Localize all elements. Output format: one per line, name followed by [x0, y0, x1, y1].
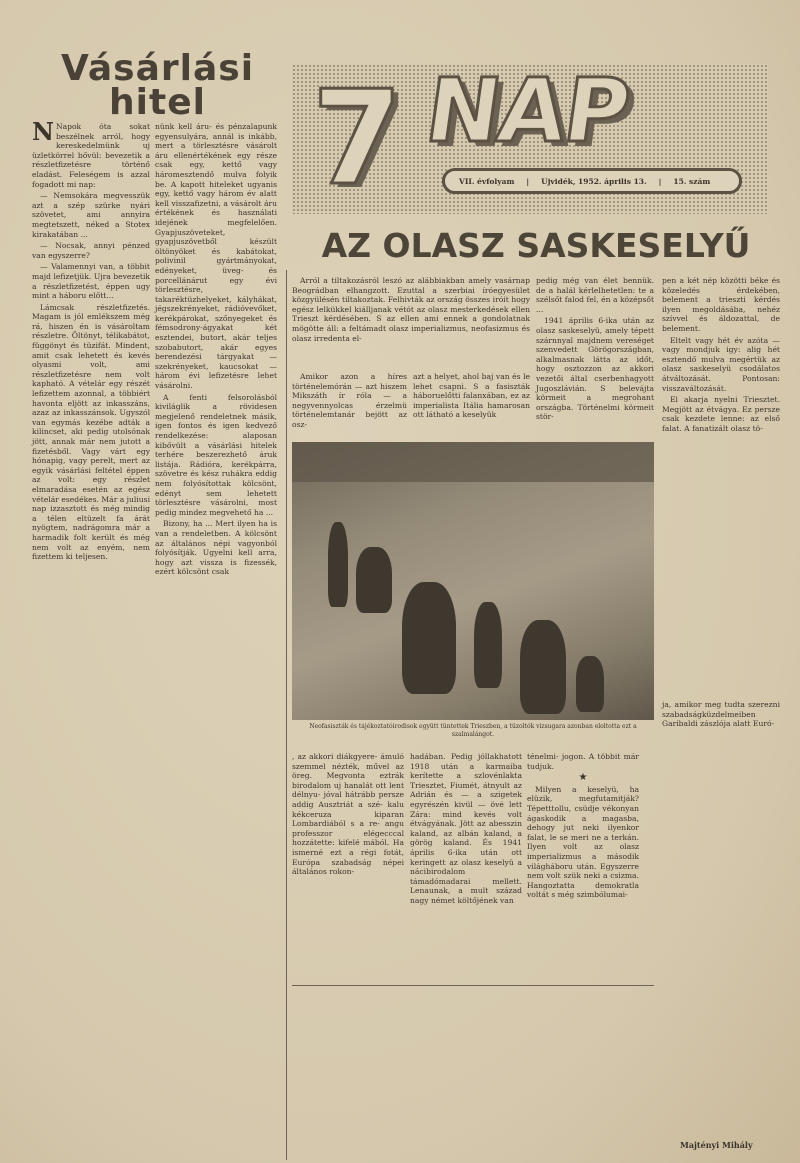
main-column-d-continued: [662, 700, 780, 731]
left-article-title: [40, 48, 275, 123]
paragraph: pen a két nép közötti béke és közeledés érdekében, belement a trieszti kérdés ilyen megoldásába, nehéz szívvel és áldozattal, de belement.: [662, 276, 780, 333]
paragraph: — Valamennyi van, a többit majd lefizetjük. Ujra bevezetik a részletfizetést, éppen ugy mint a háboru előtt...: [32, 262, 150, 301]
lower-column-1: [292, 752, 404, 879]
masthead: [292, 59, 768, 214]
main-column-c: [536, 276, 654, 424]
main-column-a: [292, 372, 407, 432]
main-headline: AZ OLASZ SASKESELYŰ: [321, 226, 751, 265]
volume: VII. évfolyam: [459, 176, 515, 186]
issue-number: 15. szám: [673, 176, 711, 186]
paragraph: ténelmi- jogon. A többit már tudjuk.: [527, 752, 639, 771]
paragraph-text: Napok óta sokat beszélnek arról, hogy kereskedelmünk uj üzletkörrel bővül: bevezetik a részletfizetésre történő eladást. Feleségem is azzal fogadott mi nap:: [32, 122, 150, 189]
photo-figure: [328, 522, 348, 607]
paragraph: , az akkori diákgyere- ámuló szemmel nézték, művel az öreg. Megvonta eztrák birodalom uj hanalát ott lent délnyu- jóval hátrább persze addig Ausztriát a szé- kalu kékceruza kiparan Lombardiából s a re- angu professzor elégecccal hozzátette: kifelé mából. Ha ismerné ezt a régi fotát, Európa szabadság népei általános rokon-: [292, 752, 404, 877]
title-line-1: Vásárlási: [60, 48, 255, 89]
paragraph: Milyen a keselyü, ha elüzik, megfutamitják? Tépetttollu, csüdje vékonyan ágaskodik a magasba, dehogy jut neki ilyenkor falat, le se meri ne a terkán. Ilyen volt az olasz imperializmus a második világháboru után. Egyszerre nem volt szük neki a csizma. Hangoztatta demokratla voltát s még szimbólumai-: [527, 784, 639, 900]
paragraph: El akarja nyelni Triesztet. Megjött az étvágya. Ez persze csak kezdete lenne: az első falat. A fanatizált olasz tö-: [662, 395, 780, 433]
paragraph: A fenti felsorolásból kiviláglik a rövidesen megjelenő rendeletnek másik, igen fontos és igen kedvező rendelkezése: alaposan kibővült a vásárlási hitelek terhére beszerezhető áruk listája. Rádióra, kerékpárra, szövetre és kész ruhákra eddig nem folyósítottak kölcsönt, edényt sem lehetett törlesztésre vásárolni, most pedig mindez megvehető ha ...: [155, 392, 277, 517]
column-rule: [286, 270, 287, 1160]
paragraph: [32, 117, 150, 189]
author-signature: Majtényi Mihály: [680, 1140, 753, 1150]
logo-number: 7: [312, 62, 403, 214]
intro-paragraph: [292, 276, 530, 345]
logo-word: NAP: [419, 59, 635, 162]
paragraph: — Nemsokára megvesszük azt a szép szürke nyári szövetet, ami annyira megtetszett, néked a Stotex kirakatában ...: [32, 191, 150, 239]
lower-column-3: [527, 752, 639, 902]
photo-figure: [576, 656, 604, 712]
drop-cap: N: [32, 117, 54, 146]
photo-figure: [474, 602, 502, 688]
paragraph: 1941 április 6-ika után az olasz saskeselyü, amely tépett szárnnyal majdnem vereséget szenvedett Görögországban, alkalmasnak látta az időt, hogy osztozzon az akkori vezetői által cserbenhagyott Jugoszlávián. S belevájta körmeit a megrohant országba. Történelmi körmeit stör-: [536, 316, 654, 422]
photo-caption: Neofasiszták és tájékoztatóirodisok együtt tüntettek Trieszben, a tüzoltók vizsugara azonban eloltotta ezt a szalmalángot.: [309, 723, 637, 738]
place-date: Ujvidék, 1952. április 13.: [541, 176, 647, 186]
paragraph: nünk kell áru- és pénzalapunk egyensulyára, annál is inkább, mert a törlesztésre vásárolt áru ellenértékének egy része csak egy, kettő vagy háromesztendő mulva folyik be. A kapott hiteleket ugyanis egy, kettő vagy három év alatt kell visszafizetni, a vásárolt áru értékének és használati idejének megfelelően. Gyapjuszöveteket, gyapjuszövetből készült öltönyöket és kabátokat, polivinil gyártmányokat, edényeket, üveg- és porcellánárut egy évi törlesztésre, takaréktüzhelyeket, kályhákat, jégszekrényeket, rádióvevőket, kerékpárokat, szőnyegeket és fémsodrony-ágyakat két esztendei, butort, akár teljes szobabutort, akár egyes berendezési tárgyakat — szekrényeket, kaucsokat — három évi lefizetésre lehet vásárolni.: [155, 122, 277, 391]
main-column-d: [662, 276, 780, 436]
main-column-b: [413, 372, 530, 422]
lower-column-2: [410, 752, 522, 908]
separator: |: [658, 176, 662, 186]
paragraph: pedig még van élet bennük. de a halál kérlelhetetlen: te a szélsőt falod fel, én a középsőt ...: [536, 276, 654, 314]
title-line-2: hitel: [109, 82, 206, 123]
paragraph: Arról a tiltakozásról leszó az alábbiakban amely vasárnap Beográdban elhangzott. Ezuttal a szerbiai íróegyesület közgyülésén tiltakoztak. Felhivták az ország összes iróit hogy egész lelkükkel kiálljanak vétót az olasz mesterkedések ellen Trieszt kérdésében. S az ellen ami ennek a gondolatnak mögötte áll: a feltámadt olasz imperializmus, neofasizmus és olasz irredenta el-: [292, 276, 530, 343]
paragraph: Eltelt vagy hét év azóta — vagy mondjuk igy: alig hét esztendő mulva megértük az olasz saskeselyü csodálatos átváltozását. Pontosan: visszaváltozását.: [662, 335, 780, 393]
paragraph: Bizony, ha ... Mert ilyen ha is van a rendeletben. A kölcsönt az általános népi vagyonból folyósítják. Ugyelni kell arra, hogy azt vissza is fizessék, ezért kölcsönt csak: [155, 519, 277, 577]
paragraph: Amikor azon a híres történelemórán — azt hiszem Mikszáth ír róla — a negyvennyolcas érzelmü történelemtanár bejött az osz-: [292, 372, 407, 429]
photo-figure: [402, 582, 456, 694]
separator: |: [526, 176, 530, 186]
photo-sky: [292, 442, 654, 482]
issue-info-bar: [442, 168, 742, 194]
paragraph: hadában. Pedig jóllakhatott 1918 után a karmaiba kerítette a szlovénlakta Triesztet, Fiumét, átnyult az Adrián és — a szigetek egyrészén kivül — övé lett Zára: mind kevés volt étvágyának. Jött az abesszin kaland, az albán kaland, a görög kaland. És 1941 április 6-ika után ott keringett az olasz keselyü a nácibirodalom támadómadarai mellett. Lenaunak, a mult század nagy német költőjének van: [410, 752, 522, 905]
photo-figure: [356, 547, 392, 613]
news-photo: [292, 442, 654, 720]
star-separator: ★: [578, 772, 588, 784]
paragraph: — Nocsak, annyi pénzed van egyszerre?: [32, 241, 150, 260]
paragraph: azt a helyet, ahol baj van és le lehet csapni. S a fasiszták háboruelőtti falanxában, ez az imperialista Itália hamarosan ott látható a keselyük: [413, 372, 530, 420]
paragraph: ja, amikor meg tudta szerezni szabadságküzdelmeiben Garibaldi zászlója alatt Euró-: [662, 700, 780, 729]
paragraph: Lámcsak részletfizetés. Magam is jól emlékszem még rá, hiszen én is vásároltam részletre. Öltönyt, télikabátot, függönyt és tüzifát. Mindent, amit csak lehetett és kevés olyasmi volt, ami részletfizetésre nem volt kapható. A vételár egy részét lefizettem azonnal, a többiért havonta eljött az inkasszáns, azaz az inkasszánsok. Ugyszól van egymás kezébe adták a kilincset, aki pedig utolsónak jött, annak már nem jutott a fizetésből. Vagy várt egy hónapig, vagy perelt, mert az egyik vásárlási feltétel éppen az volt: egy részlet elmaradása esetén az egész vételár esedékes. Már a juliusi nap izzasztott és még mindig a télen eltüzelt fa árát nyögtem, nadrágomra már a harmadik folt került és még nem volt az enyém, nem fizettem ki teljesen.: [32, 302, 150, 562]
left-article-column-2: [155, 122, 277, 579]
left-article-column-1: [32, 117, 150, 564]
photo-figure: [520, 620, 566, 714]
section-rule: [292, 985, 654, 986]
